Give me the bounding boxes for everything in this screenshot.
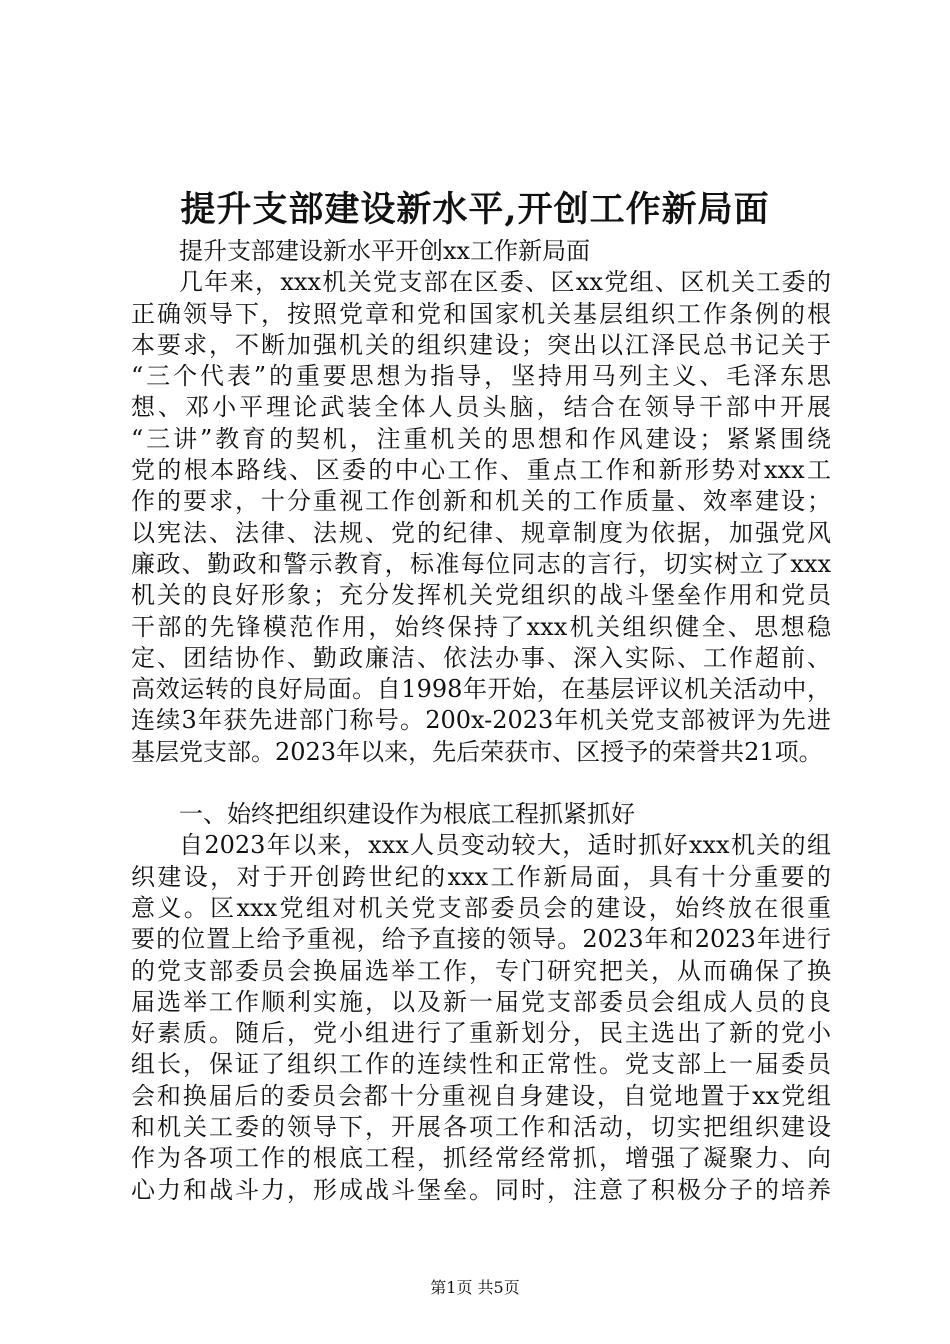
paragraph-gap bbox=[131, 768, 831, 799]
document-subtitle: 提升支部建设新水平开创xx工作新局面 bbox=[179, 237, 591, 265]
document-title: 提升支部建设新水平,开创工作新局面 bbox=[180, 189, 770, 230]
paragraph-line: 干部的先锋模范作用，始终保持了xxx机关组织健全、思想稳 bbox=[131, 612, 831, 641]
document-body bbox=[131, 236, 831, 1206]
paragraph-line: 高效运转的良好局面。自1998年开始，在基层评议机关活动中， bbox=[131, 675, 831, 704]
paragraph-line: 正确领导下，按照党章和党和国家机关基层组织工作条例的根 bbox=[131, 299, 831, 328]
paragraph-line: 和机关工委的领导下，开展各项工作和活动，切实把组织建设 bbox=[131, 1113, 831, 1142]
paragraph-line: 组长，保证了组织工作的连续性和正常性。党支部上一届委员 bbox=[131, 1050, 831, 1079]
paragraph-line: 基层党支部。2023年以来，先后荣获市、区授予的荣誉共21项。 bbox=[131, 737, 823, 766]
paragraph-line: 意义。区xxx党组对机关党支部委员会的建设，始终放在很重 bbox=[131, 893, 831, 922]
paragraph-line: 好素质。随后，党小组进行了重新划分，民主选出了新的党小 bbox=[131, 1019, 831, 1048]
paragraph-line: 以宪法、法律、法规、党的纪律、规章制度为依据，加强党风 bbox=[131, 518, 831, 547]
paragraph-line: 要的位置上给予重视，给予直接的领导。2023年和2023年进行 bbox=[131, 925, 831, 954]
paragraph-line: 会和换届后的委员会都十分重视自身建设，自觉地置于xx党组 bbox=[131, 1081, 831, 1110]
paragraph-line: 织建设，对于开创跨世纪的xxx工作新局面，具有十分重要的 bbox=[131, 862, 831, 891]
paragraph-line: 届选举工作顺利实施，以及新一届党支部委员会组成人员的良 bbox=[131, 987, 831, 1016]
paragraph-line: 连续3年获先进部门称号。200x-2023年机关党支部被评为先进 bbox=[131, 706, 831, 735]
paragraph-2 bbox=[131, 830, 831, 1206]
paragraph-line: 定、团结协作、勤政廉洁、依法办事、深入实际、工作超前、 bbox=[131, 643, 831, 672]
paragraph-line: 本要求，不断加强机关的组织建设；突出以江泽民总书记关于 bbox=[131, 330, 831, 359]
paragraph-line: 机关的良好形象；充分发挥机关党组织的战斗堡垒作用和党员 bbox=[131, 581, 831, 610]
paragraph-line: 自2023年以来，xxx人员变动较大，适时抓好xxx机关的组 bbox=[179, 831, 831, 860]
paragraph-line: 心力和战斗力，形成战斗堡垒。同时，注意了积极分子的培养 bbox=[131, 1175, 831, 1204]
paragraph-line: 党的根本路线、区委的中心工作、重点工作和新形势对xxx工 bbox=[131, 456, 831, 485]
paragraph-line: 几年来，xxx机关党支部在区委、区xx党组、区机关工委的 bbox=[179, 268, 831, 297]
paragraph-line: “三讲”教育的契机，注重机关的思想和作风建设；紧紧围绕 bbox=[131, 424, 831, 453]
paragraph-line: 的党支部委员会换届选举工作，专门研究把关，从而确保了换 bbox=[131, 956, 831, 985]
page-number: 第1页 共5页 bbox=[430, 1278, 520, 1297]
paragraph-line: “三个代表”的重要思想为指导，坚持用马列主义、毛泽东思 bbox=[131, 362, 831, 391]
paragraph-line: 廉政、勤政和警示教育，标准每位同志的言行，切实树立了xxx bbox=[131, 549, 831, 578]
paragraph-1 bbox=[131, 267, 831, 768]
paragraph-line: 想、邓小平理论武装全体人员头脑，结合在领导干部中开展 bbox=[131, 393, 831, 422]
paragraph-line: 作为各项工作的根底工程，抓经常经常抓，增强了凝聚力、向 bbox=[131, 1144, 831, 1173]
section-heading: 一、始终把组织建设作为根底工程抓紧抓好 bbox=[179, 800, 635, 829]
paragraph-line: 作的要求，十分重视工作创新和机关的工作质量、效率建设； bbox=[131, 487, 831, 516]
